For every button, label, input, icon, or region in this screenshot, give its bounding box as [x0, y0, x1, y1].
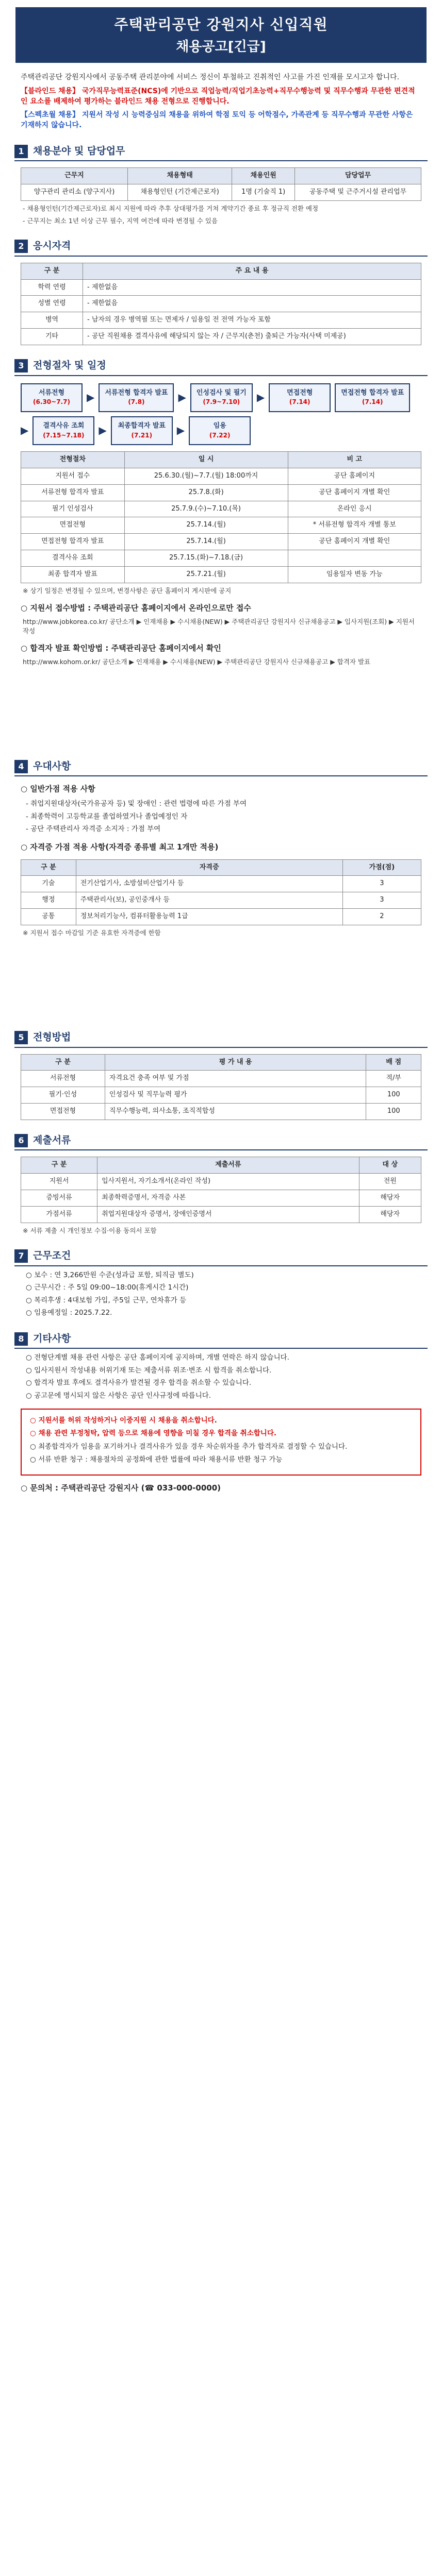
section-title: 응시자격	[33, 240, 71, 252]
text-cell: 평 가 내 용	[105, 1054, 366, 1071]
intro-p2: 【블라인드 채용】 국가직무능력표준(NCS)에 기반으로 직업능력/직업기초능력+직무수행능력 및 직무수행과 무관한 편견적인 요소를 배제하여 평가하는 블라인드 채용 전형으로 진행합니다.	[21, 87, 415, 106]
text-cell: 25.7.21.(월)	[124, 566, 288, 583]
th: 주 요 내 용	[83, 263, 421, 279]
text-cell: 온라인 응시	[288, 501, 421, 517]
result-method: ○ 합격자 발표 확인방법 : 주택관리공단 홈페이지에서 확인	[21, 643, 221, 653]
table-row	[21, 1054, 421, 1071]
note: ※ 서류 제출 시 개인정보 수집·이용 동의서 포함	[23, 1226, 157, 1234]
list-item: - 공단 주택관리사 자격증 소지자 : 가점 부여	[26, 825, 161, 834]
text-cell: 전기산업기사, 소방설비산업기사 등	[76, 876, 342, 892]
text-cell: 자격요건 충족 여부 및 가점	[105, 1071, 366, 1087]
schedule-table	[21, 451, 421, 583]
text-cell: 구 분	[21, 859, 76, 876]
section-title: 근무조건	[33, 1249, 71, 1261]
text-cell: 주택관리사(보), 공인중개사 등	[76, 892, 342, 909]
section-7	[14, 1249, 428, 1266]
text-cell: 필기 인성검사	[21, 501, 125, 517]
th: 근무지	[21, 168, 128, 184]
text-cell: 입사지원서, 자기소개서(온라인 작성)	[97, 1174, 359, 1190]
table-row	[21, 1104, 421, 1120]
td: 1명 (기술직 1)	[232, 184, 295, 201]
section-title: 채용분야 및 담당업무	[33, 145, 125, 157]
text-cell: 서류전형 합격자 발표	[105, 388, 168, 397]
list-item: ○ 임용예정일 : 2025.7.22.	[26, 1309, 112, 1317]
text-cell: 면접전형	[287, 388, 313, 397]
sec1-table-wrap	[21, 167, 421, 201]
text-cell: 임용일자 변동 가능	[288, 566, 421, 583]
table-row	[21, 892, 421, 909]
text-cell: 가점(점)	[342, 859, 421, 876]
step	[189, 416, 251, 445]
text-cell: 25.7.8.(화)	[124, 484, 288, 501]
note: - 근무지는 최소 1년 이상 근무 필수, 지역 여건에 따라 변경될 수 있음	[23, 217, 218, 225]
section-2	[14, 239, 428, 257]
text-cell: 제출서류	[97, 1157, 359, 1174]
step	[335, 383, 410, 412]
preference-list	[26, 799, 416, 835]
text-cell: 적/부	[366, 1071, 421, 1087]
section-number: 5	[14, 1031, 28, 1044]
cert-table	[21, 859, 421, 925]
td: 공동주택 및 근주거시설 관리업무	[295, 184, 421, 201]
table-row	[21, 1071, 421, 1087]
section-4	[14, 759, 428, 777]
text-cell: (7.9~7.10)	[203, 398, 240, 406]
section-8	[14, 1332, 428, 1349]
table-row	[21, 168, 421, 184]
th: 일 시	[124, 452, 288, 468]
step	[32, 416, 94, 445]
text-cell: 자격증	[76, 859, 342, 876]
table-row	[21, 1174, 421, 1190]
text-cell: * 서류전형 합격자 개별 통보	[288, 517, 421, 534]
section-title: 기타사항	[33, 1332, 71, 1344]
text-cell: 행정	[21, 892, 76, 909]
text-cell: 전원	[359, 1174, 421, 1190]
text-cell: 100	[366, 1087, 421, 1104]
section-6	[14, 1133, 428, 1151]
text-cell: 3	[342, 892, 421, 909]
text-cell: 면접전형 합격자 발표	[21, 534, 125, 550]
section-5	[14, 1030, 428, 1048]
process-flow	[21, 383, 421, 445]
table-row	[21, 501, 421, 517]
td: 성별 연령	[21, 296, 83, 312]
text-cell: 공통	[21, 909, 76, 925]
table-row	[21, 263, 421, 279]
table-row	[21, 279, 421, 296]
text-cell: (7.14)	[362, 398, 383, 406]
text-cell: 필기·인성	[21, 1087, 105, 1104]
cert-table-wrap	[21, 859, 421, 925]
sec2-table	[21, 263, 421, 345]
text-cell: (7.21)	[131, 431, 153, 439]
arrow-icon: ▶	[256, 391, 265, 404]
text-cell: 구 분	[21, 1054, 105, 1071]
table-row	[21, 1190, 421, 1207]
arrow-icon: ▶	[99, 424, 107, 437]
text-cell: 공단 홈페이지	[288, 468, 421, 484]
text-cell: 서류전형	[38, 388, 65, 397]
list-item: ○ 전형단계별 채용 관련 사항은 공단 홈페이지에 공지하며, 개별 연락은 하지 않습니다.	[26, 1353, 289, 1362]
list-item: ○ 공고문에 명시되지 않은 사항은 공단 인사규정에 따릅니다.	[26, 1392, 211, 1400]
result-link[interactable]: http://www.kohom.or.kr/ 공단소개 ▶ 인재채용 ▶ 수시채용(NEW) ▶ 주택관리공단 강원지사 신규채용공고 ▶ 합격자 발표	[23, 657, 371, 666]
arrow-icon: ▶	[87, 391, 95, 404]
section-title: 우대사항	[33, 760, 71, 772]
text-cell: 취업지원대상자 증명서, 장애인증명서	[97, 1207, 359, 1223]
td: 학력 연령	[21, 279, 83, 296]
step	[99, 383, 174, 412]
text-cell: 25.7.14.(월)	[124, 517, 288, 534]
intro-p3: 【스펙초월 채용】 지원서 작성 시 능력중심의 채용을 위하여 학점 토익 등 어학점수, 가족관계 등 직무수행과 무관한 사항은 기재하지 않습니다.	[21, 111, 413, 130]
text-cell: 3	[342, 876, 421, 892]
section-number: 6	[14, 1134, 28, 1147]
text-cell: 증빙서류	[21, 1190, 97, 1207]
text-cell: 직무수행능력, 의사소통, 조직적합성	[105, 1104, 366, 1120]
section-title: 전형방법	[33, 1031, 71, 1043]
table-row	[21, 534, 421, 550]
warning-box	[21, 1409, 421, 1476]
th: 채용형태	[128, 168, 232, 184]
text-cell: (7.14)	[289, 398, 310, 406]
td: 채용형인턴 (기간제근로자)	[128, 184, 232, 201]
arrow-icon: ▶	[178, 391, 186, 404]
warning-item: ○ 서류 반환 청구 : 채용절차의 공정화에 관한 법률에 따라 채용서류 반환 청구 가능	[30, 1455, 283, 1464]
sec2-table-wrap	[21, 263, 421, 345]
table-row	[21, 484, 421, 501]
table-row	[21, 296, 421, 312]
section-number: 1	[14, 145, 28, 158]
table-row	[21, 1207, 421, 1223]
text-cell: 결격사유 조회	[21, 550, 125, 567]
sec6-table-wrap	[21, 1157, 421, 1223]
arrow-icon: ▶	[21, 424, 29, 437]
text-cell: 면접전형 합격자 발표	[341, 388, 404, 397]
list-item: ○ 복리후생 : 4대보험 가입, 주5일 근무, 연차휴가 등	[26, 1296, 187, 1304]
td: 양구관리 관리소 (양구지사)	[21, 184, 128, 201]
td: 기타	[21, 329, 83, 345]
text-cell: 최종합격자 발표	[118, 421, 166, 430]
table-row	[21, 550, 421, 567]
text-cell: 임용	[213, 421, 226, 430]
text-cell: 서류전형	[21, 1071, 105, 1087]
text-cell: 면접전형	[21, 1104, 105, 1120]
td: - 공단 직원채용 결격사유에 해당되지 않는 자 / 근무지(춘천) 출퇴근 가능자(사택 미제공)	[83, 329, 421, 345]
table-row	[21, 312, 421, 329]
sec5-table	[21, 1054, 421, 1120]
td: - 제한없음	[83, 296, 421, 312]
list-item: ○ 입사지원서 작성내용 허위기재 또는 제출서류 위조·변조 시 합격을 취소합니다.	[26, 1366, 272, 1375]
text-cell: 서류전형 합격자 발표	[21, 484, 125, 501]
th: 담당업무	[295, 168, 421, 184]
misc-list	[26, 1353, 416, 1401]
text-cell: 100	[366, 1104, 421, 1120]
arrow-icon: ▶	[176, 424, 185, 437]
list-item: - 취업지원대상자(국가유공자 등) 및 장애인 : 관련 법령에 따른 가점 부여	[26, 800, 247, 808]
section-1	[14, 144, 428, 162]
step	[111, 416, 173, 445]
list-item: - 최종학력이 고등학교를 졸업하였거나 졸업예정인 자	[26, 812, 188, 821]
note: ※ 상기 일정은 변경될 수 있으며, 변경사항은 공단 홈페이지 게시판에 공지	[23, 586, 232, 595]
text-cell: 기술	[21, 876, 76, 892]
text-cell: 최종학력증명서, 자격증 사본	[97, 1190, 359, 1207]
intro	[21, 72, 421, 130]
text-cell: 대 상	[359, 1157, 421, 1174]
apply-method: ○ 지원서 접수방법 : 주택관리공단 홈페이지에서 온라인으로만 접수	[21, 603, 251, 613]
table-row	[21, 184, 421, 201]
sec1-table	[21, 167, 421, 201]
td: - 제한없음	[83, 279, 421, 296]
step	[190, 383, 253, 412]
section-title: 전형절차 및 일정	[33, 360, 106, 371]
section-title: 제출서류	[33, 1134, 71, 1146]
contact-info: ○ 문의처 : 주택관리공단 강원지사 (☎ 033-000-0000)	[21, 1483, 221, 1493]
warning-item: ○ 채용 관련 부정청탁, 압력 등으로 채용에 영향을 미칠 경우 합격을 취소합니다.	[30, 1429, 277, 1438]
text-cell: 인성검사 및 필기	[196, 388, 247, 397]
td: - 남자의 경우 병역필 또는 면제자 / 임용일 전 전역 가능자 포함	[83, 312, 421, 329]
sub-heading: ○ 자격증 가점 적용 사항(자격증 종류별 최고 1개만 적용)	[21, 842, 219, 852]
text-cell: 인성검사 및 직무능력 평가	[105, 1087, 366, 1104]
section-number: 4	[14, 760, 28, 773]
text-cell: (7.8)	[128, 398, 145, 406]
list-item: ○ 보수 : 연 3,266만원 수준(성과급 포함, 퇴직금 별도)	[26, 1270, 194, 1279]
section-number: 8	[14, 1332, 28, 1346]
list-item: ○ 근무시간 : 주 5일 09:00~18:00(휴게시간 1시간)	[26, 1283, 189, 1292]
table-row	[21, 876, 421, 892]
text-cell: 공단 홈페이지 개별 확인	[288, 534, 421, 550]
text-cell: 배 점	[366, 1054, 421, 1071]
section-number: 7	[14, 1249, 28, 1263]
td: 병역	[21, 312, 83, 329]
text-cell: 해당자	[359, 1207, 421, 1223]
page-title: 주택관리공단 강원지사 신입직원	[114, 16, 328, 33]
page-subtitle: 채용공고[긴급]	[176, 39, 266, 55]
list-item: ○ 합격자 발표 후에도 결격사유가 발견될 경우 합격을 취소할 수 있습니다.	[26, 1379, 252, 1387]
step	[21, 383, 83, 412]
text-cell: 면접전형	[21, 517, 125, 534]
th: 비 고	[288, 452, 421, 468]
note: - 채용형인턴(기간제근로자)로 최시 지원에 따라 추후 상대평가를 거쳐 계약기간 종료 후 정규직 전환 예정	[23, 205, 319, 212]
text-cell: (7.22)	[209, 431, 231, 439]
text-cell: (7.15~7.18)	[43, 431, 85, 439]
table-row	[21, 329, 421, 345]
table-row	[21, 566, 421, 583]
text-cell: 최종 합격자 발표	[21, 566, 125, 583]
section-number: 2	[14, 240, 28, 253]
th: 채용인원	[232, 168, 295, 184]
text-cell: 공단 홈페이지 개별 확인	[288, 484, 421, 501]
text-cell: 25.6.30.(월)~7.7.(월) 18:00까지	[124, 468, 288, 484]
table-row	[21, 517, 421, 534]
text-cell: 구 분	[21, 1157, 97, 1174]
sub-heading: ○ 일반가점 적용 사항	[21, 784, 95, 794]
text-cell	[288, 550, 421, 567]
text-cell: 결격사유 조회	[43, 421, 85, 430]
table-row	[21, 452, 421, 468]
text-cell: (6.30~7.7)	[33, 398, 70, 406]
table-row	[21, 468, 421, 484]
intro-p1: 주택관리공단 강원지사에서 공동주택 관리분야에 서비스 정신이 투철하고 진취적인 사고를 가진 인재를 모시고자 합니다.	[21, 73, 400, 82]
table-row	[21, 1087, 421, 1104]
title-banner	[15, 7, 427, 63]
table-row	[21, 909, 421, 925]
sec6-table	[21, 1157, 421, 1223]
work-conditions	[26, 1270, 416, 1318]
text-cell: 25.7.9.(수)~7.10.(목)	[124, 501, 288, 517]
text-cell: 지원서 접수	[21, 468, 125, 484]
section-number: 3	[14, 359, 28, 372]
text-cell: 가점서류	[21, 1207, 97, 1223]
schedule-table-wrap	[21, 451, 421, 583]
apply-link[interactable]: http://www.jobkorea.co.kr/ 공단소개 ▶ 인재채용 ▶ 수시채용(NEW) ▶ 주택관리공단 강원지사 신규채용공고 ▶ 입사지원(조회) ▶ 지원서 작성	[23, 617, 415, 635]
sec5-table-wrap	[21, 1054, 421, 1120]
text-cell: 25.7.15.(화)~7.18.(금)	[124, 550, 288, 567]
text-cell: 정보처리기능사, 컴퓨터활용능력 1급	[76, 909, 342, 925]
table-row	[21, 1157, 421, 1174]
th: 구 분	[21, 263, 83, 279]
note: ※ 지원서 접수 마감일 기준 유효한 자격증에 한함	[23, 928, 161, 937]
warning-item: ○ 최종합격자가 임용을 포기하거나 결격사유가 있을 경우 차순위자를 추가 합격자로 결정할 수 있습니다.	[30, 1442, 348, 1451]
step	[269, 383, 331, 412]
warning-item: ○ 지원서를 허위 작성하거나 이중지원 시 채용을 취소합니다.	[30, 1416, 217, 1425]
table-row	[21, 859, 421, 876]
text-cell: 해당자	[359, 1190, 421, 1207]
text-cell: 25.7.14.(월)	[124, 534, 288, 550]
text-cell: 2	[342, 909, 421, 925]
text-cell: 지원서	[21, 1174, 97, 1190]
th: 전형절차	[21, 452, 125, 468]
section-3	[14, 359, 428, 376]
